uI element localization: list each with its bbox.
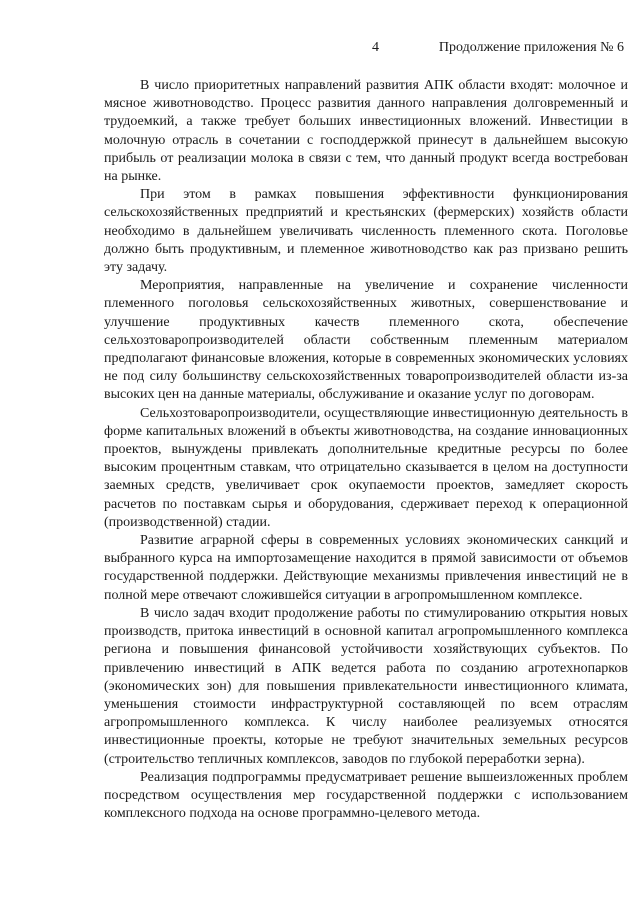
document-body xyxy=(104,77,628,823)
paragraph-priority-directions: В число приоритетных направлений развития АПК области входят: молочное и мясное животноводство. Процесс развития данного направления долговременный и трудоемкий, а также требует больших инвестиционных вложений. Инвестиции в молочную отрасль в сочетании с господдержкой принесут в дальнейшем высокую прибыль от реализации молока в связи с тем, что данный продукт всегда востребован на рынке. xyxy=(104,78,628,185)
paragraph-subprogram-implementation: Реализация подпрограммы предусматривает решение вышеизложенных проблем посредством осуществления мер государственной поддержки с использованием комплексного подхода на основе программно-целевого метода. xyxy=(104,769,628,822)
paragraph-breeding-livestock: При этом в рамках повышения эффективности функционирования сельскохозяйственных предприятий и крестьянских (фермерских) хозяйств области необходимо в дальнейшем увеличивать численность племенного скота. Поголовье должно быть продуктивным, и племенное животноводство как раз призвано решить эту задачу. xyxy=(104,187,628,276)
paragraph-breeding-measures: Мероприятия, направленные на увеличение и сохранение численности племенного поголовья сельскохозяйственных животных, совершенствование и улучшение продуктивных качеств племенного скота, обеспечение сельхозтоваропроизводителей области собственным племенным материалом предполагают финансовые вложения, которые в современных экономических условиях не под силу большинству сельскохозяйственных товаропроизводителей области из-за высоких цен на данные материалы, обслуживание и оказание услуг по договорам. xyxy=(104,278,628,403)
appendix-continuation-note: Продолжение приложения № 6 xyxy=(438,40,624,55)
paragraph-agri-producers-investment: Сельхозтоваропроизводители, осуществляющие инвестиционную деятельность в форме капитальных вложений в объекты животноводства, на создание инновационных проектов, вынуждены привлекать дополнительные кредитные ресурсы по более высоким процентным ставкам, что отрицательно сказывается в целом на доступности заемных средств, увеличивает срок окупаемости проектов, замедляет скорость расчетов по поставкам сырья и оборудования, сдерживает переход к операционной (производственной) стадии. xyxy=(104,405,628,530)
page-header xyxy=(0,40,640,60)
page-number: 4 xyxy=(372,40,379,55)
paragraph-tasks: В число задач входит продолжение работы по стимулированию открытия новых производств, притока инвестиций в основной капитал агропромышленного комплекса региона и повышения финансовой устойчивости хозяйствующих субъектов. По привлечению инвестиций в АПК ведется работа по созданию агротехнопарков (экономических зон) для повышения привлекательности инвестиционного климата, уменьшения стоимости инфраструктурной составляющей по всем отраслям агропромышленного комплекса. К числу наиболее реализуемых относятся инвестиционные проекты, которые не требуют значительных земельных ресурсов (строительство тепличных комплексов, заводов по глубокой переработки зерна). xyxy=(104,605,628,767)
paragraph-agrarian-development: Развитие аграрной сферы в современных условиях экономических санкций и выбранного курса на импортозамещение находится в прямой зависимости от объемов государственной поддержки. Действующие механизмы привлечения инвестиций не в полной мере отвечают сложившейся ситуации в агропромышленном комплексе. xyxy=(104,533,628,603)
